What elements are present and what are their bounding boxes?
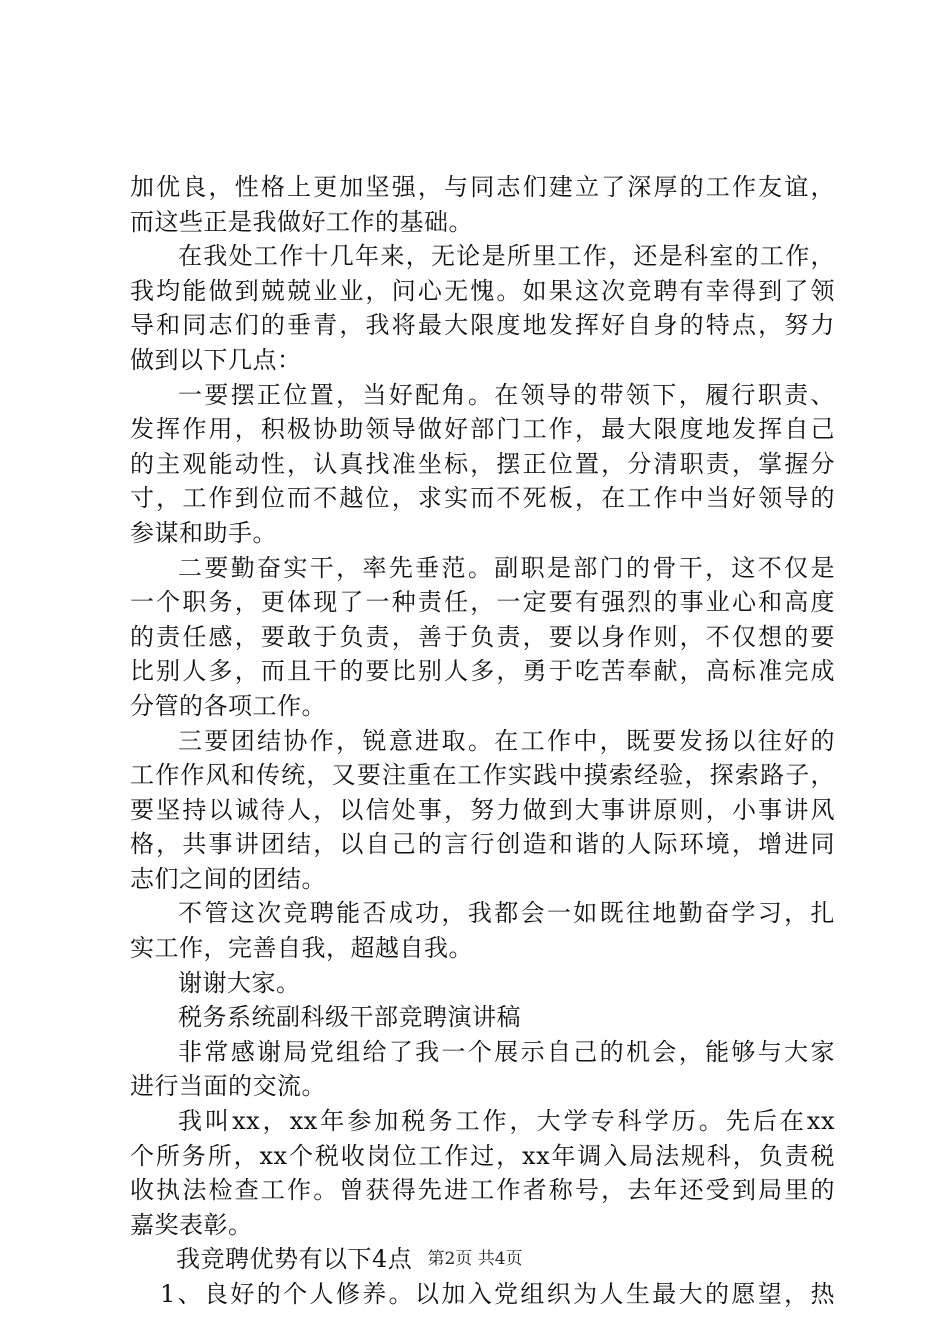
text-line: 我均能做到兢兢业业，问心无愧。如果这次竞聘有幸得到了领 xyxy=(130,276,835,305)
text-line: 比别人多，而且干的要比别人多，勇于吃苦奉献，高标准完成 xyxy=(130,657,835,686)
text-line: 谢谢大家。 xyxy=(178,968,301,997)
text-line: 一要摆正位置，当好配角。在领导的带领下，履行职责、 xyxy=(178,380,835,409)
text-line: 做到以下几点： xyxy=(130,345,302,374)
section-heading: 税务系统副科级干部竞聘演讲稿 xyxy=(178,1003,521,1032)
text-line: 导和同志们的垂青，我将最大限度地发挥好自身的特点，努力 xyxy=(130,311,835,340)
text-line: 的责任感，要敢于负责，善于负责，要以身作则，不仅想的要 xyxy=(130,622,835,651)
text-line: 我叫xx，xx年参加税务工作，大学专科学历。先后在xx xyxy=(178,1107,835,1136)
text-line: 发挥作用，积极协助领导做好部门工作，最大限度地发挥自己 xyxy=(130,415,835,444)
text-line: 个所务所，xx个税收岗位工作过，xx年调入局法规科，负责税 xyxy=(130,1141,835,1170)
text-line: 格，共事讲团结，以自己的言行创造和谐的人际环境，增进同 xyxy=(130,830,835,859)
text-line: 实工作，完善自我，超越自我。 xyxy=(130,934,473,963)
text-line: 嘉奖表彰。 xyxy=(130,1210,253,1239)
text-line: 而这些正是我做好工作的基础。 xyxy=(130,207,473,236)
text-line: 要坚持以诚待人，以信处事，努力做到大事讲原则，小事讲风 xyxy=(130,795,835,824)
text-line: 不管这次竞聘能否成功，我都会一如既往地勤奋学习，扎 xyxy=(178,899,835,928)
text-line: 二要勤奋实干，率先垂范。副职是部门的骨干，这不仅是 xyxy=(178,553,835,582)
text-line: 1、良好的个人修养。以加入党组织为人生最大的愿望，热 xyxy=(160,1280,835,1308)
text-line: 寸，工作到位而不越位，求实而不死板，在工作中当好领导的 xyxy=(130,484,835,513)
text-line: 分管的各项工作。 xyxy=(130,691,326,720)
text-line: 三要团结协作，锐意进取。在工作中，既要发扬以往好的 xyxy=(178,726,835,755)
text-line: 进行当面的交流。 xyxy=(130,1072,326,1101)
text-line: 的主观能动性，认真找准坐标，摆正位置，分清职责，掌握分 xyxy=(130,449,835,478)
text-line: 参谋和助手。 xyxy=(130,518,277,547)
text-line: 收执法检查工作。曾获得先进工作者称号，去年还受到局里的 xyxy=(130,1176,835,1205)
text-line: 志们之间的团结。 xyxy=(130,864,326,893)
page-number-footer: 第2页 共4页 xyxy=(427,1249,523,1269)
text-line: 在我处工作十几年来，无论是所里工作，还是科室的工作， xyxy=(178,242,835,271)
text-line: 一个职务，更体现了一种责任，一定要有强烈的事业心和高度 xyxy=(130,588,835,617)
document-body xyxy=(130,170,835,1312)
text-line: 我竞聘优势有以下4点 xyxy=(176,1245,413,1274)
text-line: 加优良，性格上更加坚强，与同志们建立了深厚的工作友谊， xyxy=(130,173,835,201)
text-line: 工作作风和传统，又要注重在工作实践中摸索经验，探索路子， xyxy=(130,761,835,790)
text-line: 非常感谢局党组给了我一个展示自己的机会，能够与大家 xyxy=(178,1037,835,1066)
